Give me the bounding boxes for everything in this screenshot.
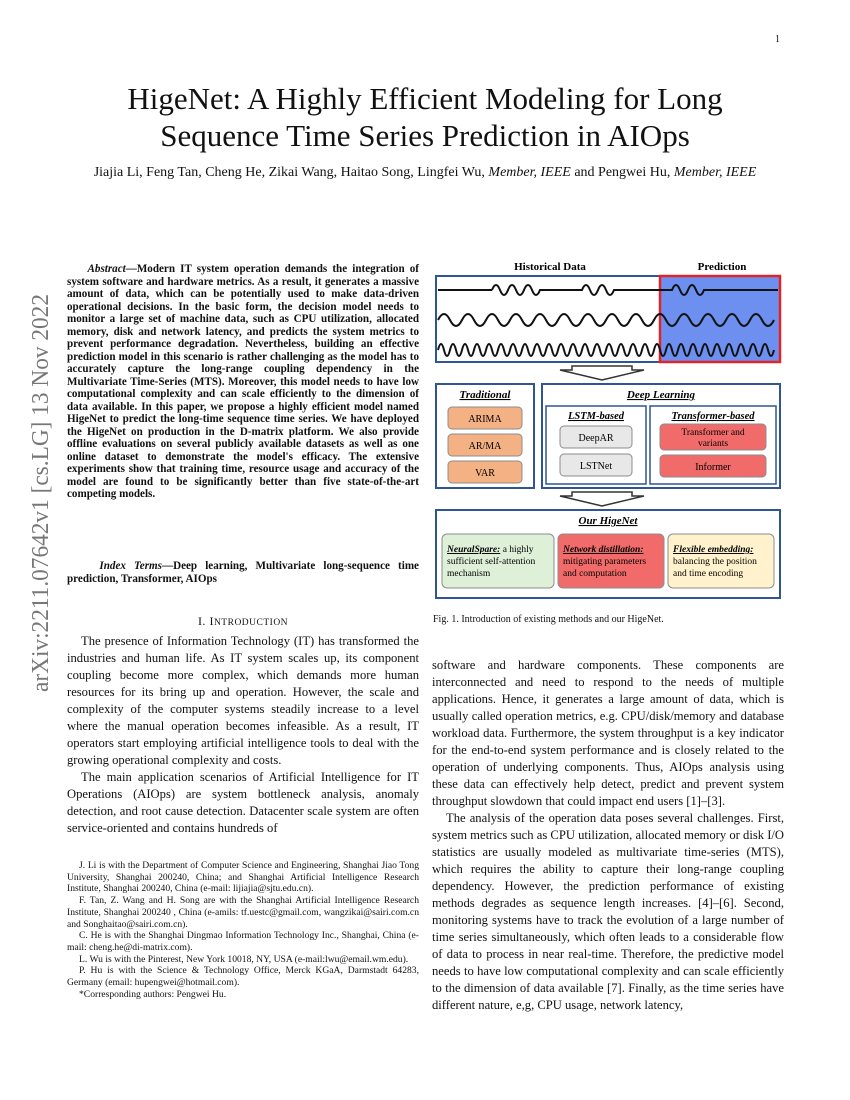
method-transformer-2: variants xyxy=(697,439,729,449)
prediction-label: Prediction xyxy=(697,261,747,273)
footnote: L. Wu is with the Pinterest, New York 10018, NY, USA (e-mail:lwu@email.wm.edu). xyxy=(79,953,409,965)
footnote: P. Hu is with the Science & Technology Office, Merck KGaA, Darmstadt 64283, Germany (email: hupengwei@hotmail.com). xyxy=(67,965,419,989)
page-number: 1 xyxy=(775,34,780,45)
index-terms xyxy=(67,560,419,585)
method-var: VAR xyxy=(475,468,495,479)
paragraph: The analysis of the operation data poses several challenges. First, system metrics such as CPU utilization, allocated memory or disk I/O statistics are usually modeled as multivariate time-series (MTS), which requires the ability to capture their long-range coupling dependency. However, the prediction performance of existing methods degrades as sequence length increases. [4]–[6]. Second, monitoring systems have to track the evolution of a large number of time series simultaneously, which often leads to a considerable flow of data to process in near real-time. Therefore, the predictive model needs to have low computational complexity and can scale efficiently to the dimension of data available [7]. Finally, as the time series have different nature, e,g, CPU usage, network latency, xyxy=(432,811,784,1012)
neuralspare-line-2: mechanism xyxy=(447,569,491,579)
higenet-title: Our HigeNet xyxy=(578,515,638,527)
column-1-body xyxy=(67,633,419,837)
figure-caption: Fig. 1. Introduction of existing methods and our HigeNet. xyxy=(433,614,664,625)
paper-title xyxy=(60,80,790,154)
arxiv-watermark xyxy=(10,290,58,695)
author-last: and Pengwei Hu, xyxy=(570,165,674,180)
abstract-lead: Abstract xyxy=(87,263,126,275)
author-list xyxy=(85,163,765,183)
method-ar-ma: AR/MA xyxy=(468,441,502,452)
method-informer: Informer xyxy=(695,462,731,473)
method-lstnet: LSTNet xyxy=(579,461,613,472)
method-transformer: Transformer and xyxy=(681,428,745,438)
down-arrow-icon xyxy=(560,366,644,380)
title-line-2: Sequence Time Series Prediction in AIOps xyxy=(160,118,690,153)
distillation-head: Network distillation: xyxy=(563,545,644,555)
footnote: C. He is with the Shanghai Dingmao Information Technology Inc., Shanghai, China (e-mail: cheng.he@di-matrix.com). xyxy=(67,930,419,953)
historical-data-label: Historical Data xyxy=(514,261,586,273)
transformer-title: Transformer-based xyxy=(671,411,755,422)
embedding-head: Flexible embedding: xyxy=(673,545,754,555)
historical-data-panel xyxy=(436,276,660,362)
abstract xyxy=(67,263,419,501)
paragraph: software and hardware components. These components are interconnected and need to respond to the needs of multiple applications. Hence, it generates a large amount of data, which is usually called operation metrics, e.g. CPU/disk/memory and database workload data. Furthermore, the system throughput is a key indicator for the end-to-end system performance and is closely related to the operation of underlying components. Thus, AIOps analysis using these data can effectively help detect, predict and prevent system throughput slowdown that could impact end users [1]–[3]. xyxy=(432,658,784,808)
neuralspare-head: NeuralSpare: xyxy=(447,545,501,555)
section-title-initial: I xyxy=(209,614,214,628)
svg-text:NeuralSpare: a highly xyxy=(446,545,534,555)
paragraph: The main application scenarios of Artificial Intelligence for IT Operations (AIOps) are system bottleneck analysis, anomaly detection, and root cause detection. Datacenter scale system are often service-oriented and contains hundreds of xyxy=(67,770,419,835)
deep-learning-title: Deep Learning xyxy=(626,389,696,401)
section-heading xyxy=(67,614,419,629)
section-numeral: I. xyxy=(197,614,210,628)
neuralspare-rest: a highly xyxy=(500,545,534,555)
index-terms-text: —Deep learning, Multivariate long-sequence time prediction, Transformer, AIOps xyxy=(67,560,419,585)
author-membership-2: Member, IEEE xyxy=(673,165,757,180)
column-2-body xyxy=(432,657,784,1014)
footnote: *Corresponding authors: Pengwei Hu. xyxy=(79,988,227,1000)
lstm-title: LSTM-based xyxy=(568,411,624,422)
section-title-rest: NTRODUCTION xyxy=(213,618,289,628)
embedding-line-2: and time encoding xyxy=(673,569,744,579)
arxiv-id: arXiv:2211.07642v1 [cs.LG] 13 Nov 2022 xyxy=(27,290,54,692)
embedding-line-1: balancing the position xyxy=(673,557,757,567)
index-terms-lead: Index Terms xyxy=(99,560,162,572)
footnote: F. Tan, Z. Wang and H. Song are with the Shanghai Artificial Intelligence Research Institute, Shanghai 200240 , China (e-amils: tf.uestc@gmail.com, wangzikai@sairi.com.cn and Songhaitao@sairi.com.cn). xyxy=(67,895,419,930)
footnote: J. Li is with the Department of Computer Science and Engineering, Shanghai Jiao Tong University, Shanghai 200240, China; and Shanghai Artificial Intelligence Research Institute, Shanghai 200240, China (e-mail: lijiajia@sjtu.edu.cn). xyxy=(67,860,419,895)
distillation-line-2: and computation xyxy=(563,569,627,579)
abstract-text: —Modern IT system operation demands the integration of system software and hardware metrics. As a result, it generates a massive amount of data, which can be potentially used to make data-driven operational decisions. In the basic form, the decision model needs to monitor a large set of machine data, such as CPU utilization, allocated memory, disk and network latency, and predicts the system metrics to prevent performance degradation. Nevertheless, building an effective prediction model in this scenario is rather challenging as the model has to accurately capture the long-range coupling dependency in the Multivariate Time-Series (MTS). Moreover, this model needs to have low computational complexity and can scale efficiently to the dimension of data available. In this paper, we propose a highly efficient model named HigeNet to predict the long-time sequence time series. We have deployed the HigeNet on production in the D-matrix platform. We also provide offline evaluations on several publicly available datasets as well as one online dataset to demonstrate the model's efficacy. The extensive experiments show that training time, resource usage and accuracy of the model are found to be significantly better than five state-of-the-art competing models. xyxy=(67,263,419,500)
author-names: Jiajia Li, Feng Tan, Cheng He, Zikai Wang, Haitao Song, Lingfei Wu, xyxy=(93,165,489,180)
method-deepar: DeepAR xyxy=(578,433,614,444)
neuralspare-line-1: sufficient self-attention xyxy=(447,557,536,567)
author-membership-1: Member, IEEE xyxy=(488,165,571,180)
method-arima: ARIMA xyxy=(468,414,502,425)
down-arrow-icon xyxy=(560,492,644,506)
paragraph: The presence of Information Technology (IT) has transformed the industries and human life. As IT system scales up, its component coupling become more complex, which demands more human resources for its bring up and operation. However, the scale and complexity of the computer systems steadily increase to a level where the manual operation becomes infeasible. As a result, IT operators start employing artificial intelligence tools to deal with the growing operational complexity and costs. xyxy=(67,634,419,767)
footnotes xyxy=(67,860,419,1000)
distillation-line-1: mitigating parameters xyxy=(563,557,647,567)
traditional-title: Traditional xyxy=(459,389,511,401)
title-line-1: HigeNet: A Highly Efficient Modeling for Long xyxy=(127,81,723,116)
figure-1 xyxy=(432,258,784,608)
